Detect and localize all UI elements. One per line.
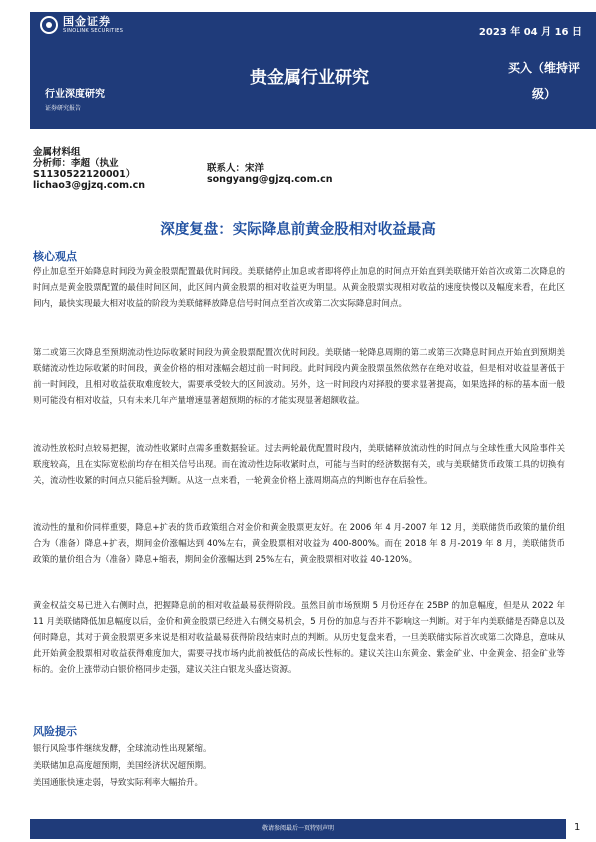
core-paragraph: 黄金权益交易已进入右侧时点，把握降息前的相对收益最易获得阶段。虽然目前市场预期 5 月份还存在 25BP 的加息幅度，但是从 2022 年 11 月美联储降低加息幅度以后，金价和黄金股票已经进入右侧交易机会，5 月份的加息与否并不影响这一判断。对于年内美联储是否降息以及何时降息，其对于黄金股票更多来说是相对收益最易获得阶段结束时点的判断。从历史复盘来看，一旦美联储实际首次或第二次降息，意味从此开始黄金股票相对收益获得难度加大，需要寻找市场内此前被低估的高成长性标的。建议关注山东黄金、紫金矿业、中金黄金、招金矿业等标的。金价上涨带动白银价格同步走强，建议关注白银龙头盛达资源。 [33, 601, 565, 675]
core-paragraph: 停止加息至开始降息时间段为黄金股票配置最优时间段。美联储停止加息或者即将停止加息的时间点开始直到美联储开始首次或第二次降息的时间点是黄金股票配置的最佳时间区间，此区间内黄金股票的相对收益更为明显。从黄金股票实现相对收益的速度快慢以及幅度来看，在此区间内，最快实现最大相对收益的阶段为美联储释放降息信号时间点至首次或第二次实际降息时间点。 [33, 267, 565, 309]
logo-name-cn: 国金证券 [63, 15, 111, 28]
logo-icon [40, 16, 58, 34]
report-subtype: 证券研究报告 [45, 105, 82, 112]
company-logo [40, 16, 123, 34]
core-paragraph: 流动性的量和价同样重要，降息+扩表的货币政策组合对金价和黄金股票更友好。在 2006 年 4 月-2007 年 12 月，美联储货币政策的量价组合为（准备）降息+扩表，期间金价涨幅达到 40%左右，黄金股票相对收益为 400-800%。而在 2018 年 8 月-2019 年 8 月，美联储货币政策的量价组合为（准备）降息+缩表，期间金价涨幅达到 25%左右，黄金股票相对收益 40-120%。 [33, 523, 565, 565]
core-paragraph: 流动性放松时点较易把握，流动性收紧时点需多重数据验证。过去两轮最优配置时段内，美联储释放流动性的时间点与全球性重大风险事件关联度较高，且在实际宽松前均存在相关信号出现。而在流动性边际收紧时点，可能与当时的经济数据有关，或与美联储货币政策工具的切换有关，流动性收紧的时间点只能后验判断。从这一点来看，一轮黄金价格上涨周期高点的判断也存在后验性。 [33, 444, 565, 486]
contact-block [207, 163, 332, 185]
contact-email[interactable]: songyang@gjzq.com.cn [207, 174, 333, 185]
report-date: 2023 年 04 月 16 日 [478, 27, 582, 38]
risk-item: 美联储加息高度超预期，美国经济状况超预期。 [33, 761, 212, 771]
analyst-name: 分析师：李超（执业 [33, 158, 119, 169]
risk-item: 美国通胀快速走弱，导致实际利率大幅抬升。 [33, 778, 204, 788]
section-title-risk: 风险提示 [33, 725, 77, 738]
rating-badge: 买入（维持评级） [507, 61, 580, 101]
core-paragraph: 第二或第三次降息至预期流动性边际收紧时间段为黄金股票配置次优时间段。美联储一轮降息周期的第二或第三次降息时间点开始直到预期美联储流动性边际收紧的时间段，黄金价格的相对涨幅会超过前一时间段。此时间段内黄金股票虽然依然存在绝对收益，但是相对收益显著低于前一时间段，且相对收益获取难度较大，需要承受较大的区间波动。另外，这一时间段内对择股的要求显著提高，如果选择的标的基本面一般则可能没有相对收益，只有未来几年产量增速显著超预期的标的才能实现显著超额收益。 [33, 348, 565, 406]
risk-item: 银行风险事件继续发酵，全球流动性出现紧缩。 [33, 744, 212, 754]
footer-disclaimer: 敬请参阅最后一页特别声明 [30, 819, 566, 839]
page-number: 1 [574, 822, 581, 833]
risk-list [33, 741, 212, 792]
analyst-license: S1130522120001） [33, 169, 136, 180]
logo-name-en: SINOLINK SECURITIES [63, 28, 124, 34]
report-title: 贵金属行业研究 [250, 68, 369, 88]
analyst-email[interactable]: lichao3@gjzq.com.cn [33, 180, 146, 191]
author-block [33, 147, 145, 191]
report-type: 行业深度研究 [45, 89, 105, 100]
industry-group: 金属材料组 [33, 147, 81, 158]
contact-name: 联系人：宋洋 [207, 163, 265, 174]
headline: 深度复盘：实际降息前黄金股相对收益最高 [160, 222, 436, 238]
section-title-core: 核心观点 [33, 250, 77, 263]
